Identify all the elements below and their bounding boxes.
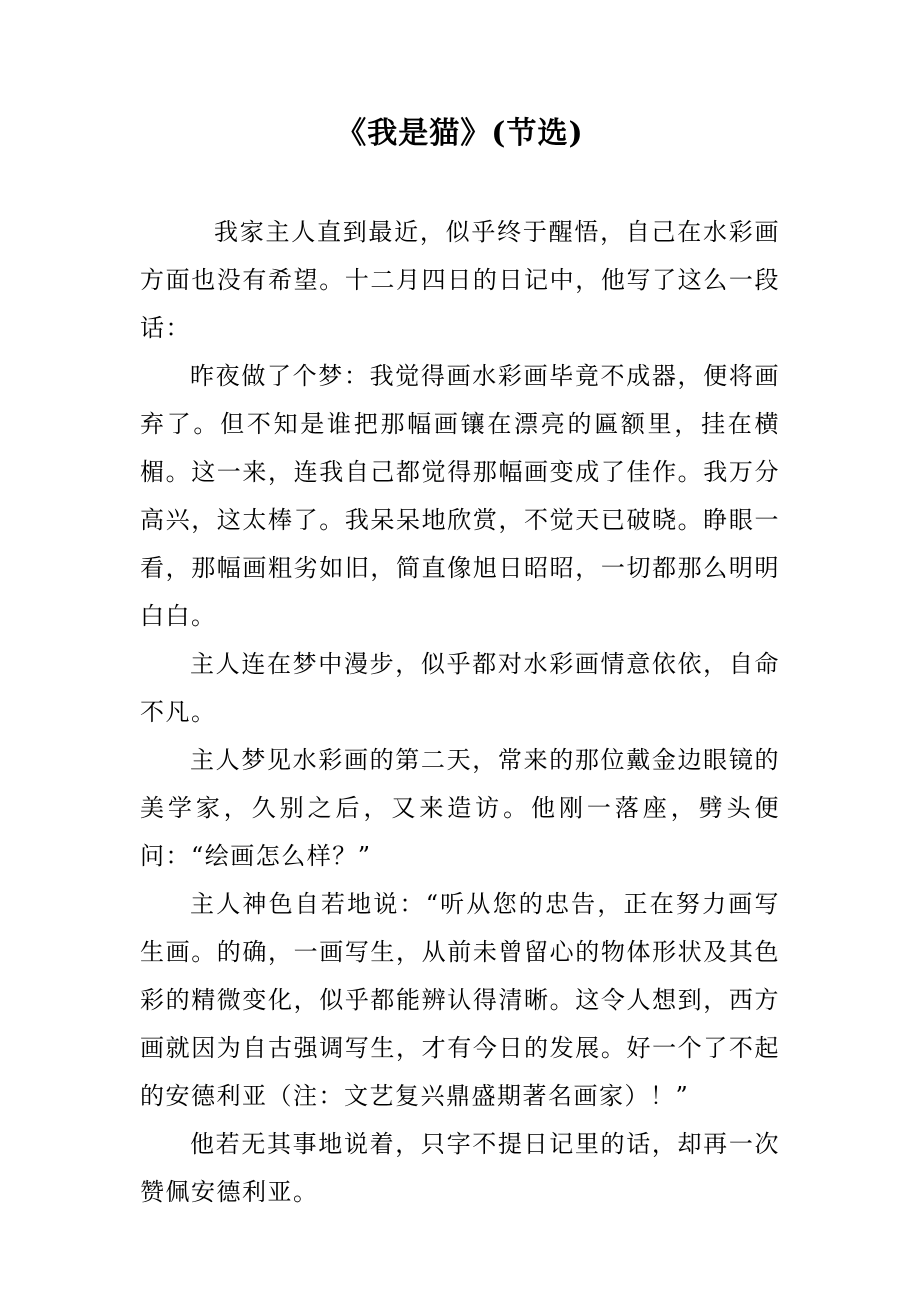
paragraph-closing: 他若无其事地说着，只字不提日记里的话，却再一次赞佩安德利亚。 [140, 1130, 780, 1206]
body-section [140, 352, 780, 1216]
paragraph-visitor: 主人梦见水彩画的第二天，常来的那位戴金边眼镜的美学家，久别之后，又来造访。他刚一落座，劈头便问：“绘画怎么样？” [140, 746, 780, 870]
intro-paragraph: 我家主人直到最近，似乎终于醒悟，自己在水彩画方面也没有希望。十二月四日的日记中，他写了这么一段话： [140, 218, 780, 342]
paragraph-dream: 昨夜做了个梦：我觉得画水彩画毕竟不成器，便将画弃了。但不知是谁把那幅画镶在漂亮的匾额里，挂在横楣。这一来，连我自己都觉得那幅画变成了佳作。我万分高兴，这太棒了。我呆呆地欣赏，不觉天已破晓。睁眼一看，那幅画粗劣如旧，简直像旭日昭昭，一切都那么明明白白。 [140, 362, 780, 630]
paragraph-wandering: 主人连在梦中漫步，似乎都对水彩画情意依依，自命不凡。 [140, 650, 780, 726]
document-title: 《我是猫》(节选) [336, 116, 584, 151]
paragraph-reply: 主人神色自若地说：“听从您的忠告，正在努力画写生画。的确，一画写生，从前未曾留心的物体形状及其色彩的精微变化，似乎都能辨认得清晰。这令人想到，西方画就因为自古强调写生，才有今日的发展。好一个了不起的安德利亚（注：文艺复兴鼎盛期著名画家）！” [140, 890, 780, 1110]
